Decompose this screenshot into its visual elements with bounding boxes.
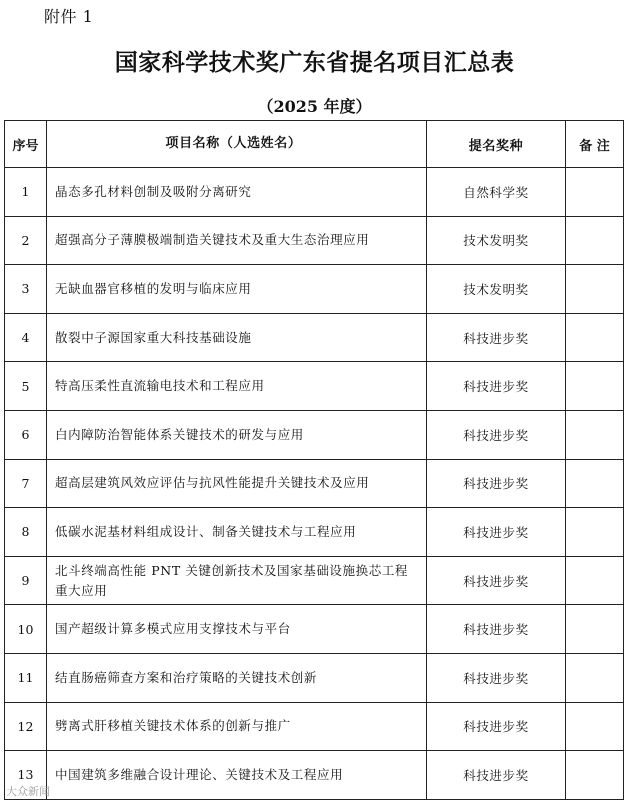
remarks-cell	[566, 265, 624, 314]
project-name: 国产超级计算多模式应用支撑技术与平台	[47, 605, 427, 654]
project-name: 晶态多孔材料创制及吸附分离研究	[47, 168, 427, 217]
table-row	[5, 508, 624, 557]
document-subtitle: （2025 年度）	[257, 97, 372, 116]
table-row	[5, 313, 624, 362]
award-type: 科技进步奖	[427, 653, 566, 702]
project-name: 劈离式肝移植关键技术体系的创新与推广	[47, 702, 427, 751]
remarks-cell	[566, 751, 624, 800]
project-name: 中国建筑多维融合设计理论、关键技术及工程应用	[47, 751, 427, 800]
row-number: 7	[5, 459, 47, 508]
remarks-cell	[566, 508, 624, 557]
column-header-award: 提名奖种	[427, 121, 566, 168]
table-row	[5, 265, 624, 314]
award-type: 科技进步奖	[427, 459, 566, 508]
project-name: 北斗终端高性能 PNT 关键创新技术及国家基础设施换芯工程重大应用	[47, 556, 427, 605]
table-row	[5, 751, 624, 800]
row-number: 4	[5, 313, 47, 362]
row-number: 1	[5, 168, 47, 217]
row-number: 9	[5, 556, 47, 605]
row-number: 13	[5, 751, 47, 800]
project-name: 低碳水泥基材料组成设计、制备关键技术与工程应用	[47, 508, 427, 557]
award-type: 科技进步奖	[427, 362, 566, 411]
row-number: 12	[5, 702, 47, 751]
row-number: 2	[5, 216, 47, 265]
table-row	[5, 216, 624, 265]
table-row	[5, 605, 624, 654]
remarks-cell	[566, 313, 624, 362]
project-name: 散裂中子源国家重大科技基础设施	[47, 313, 427, 362]
award-type: 科技进步奖	[427, 751, 566, 800]
project-name: 白内障防治智能体系关键技术的研发与应用	[47, 410, 427, 459]
table-row	[5, 459, 624, 508]
award-type: 技术发明奖	[427, 216, 566, 265]
table-row	[5, 168, 624, 217]
remarks-cell	[566, 556, 624, 605]
project-name: 超高层建筑风效应评估与抗风性能提升关键技术及应用	[47, 459, 427, 508]
column-header-note: 备 注	[566, 121, 624, 168]
project-name: 结直肠癌筛查方案和治疗策略的关键技术创新	[47, 653, 427, 702]
remarks-cell	[566, 702, 624, 751]
award-type: 自然科学奖	[427, 168, 566, 217]
watermark: 大众新闻	[6, 785, 50, 798]
table-header-row	[5, 121, 624, 168]
award-type: 科技进步奖	[427, 313, 566, 362]
row-number: 3	[5, 265, 47, 314]
row-number: 5	[5, 362, 47, 411]
project-name: 无缺血器官移植的发明与临床应用	[47, 265, 427, 314]
table-body	[5, 168, 624, 800]
row-number: 6	[5, 410, 47, 459]
project-name: 超强高分子薄膜极端制造关键技术及重大生态治理应用	[47, 216, 427, 265]
remarks-cell	[566, 653, 624, 702]
column-header-name: 项目名称（人选姓名）	[47, 121, 427, 168]
table-row	[5, 410, 624, 459]
document-title: 国家科学技术奖广东省提名项目汇总表	[114, 50, 515, 76]
table-row	[5, 653, 624, 702]
remarks-cell	[566, 216, 624, 265]
row-number: 10	[5, 605, 47, 654]
award-type: 技术发明奖	[427, 265, 566, 314]
project-name: 特高压柔性直流输电技术和工程应用	[47, 362, 427, 411]
row-number: 8	[5, 508, 47, 557]
table-row	[5, 702, 624, 751]
attachment-label: 附件 1	[44, 7, 94, 26]
remarks-cell	[566, 605, 624, 654]
award-type: 科技进步奖	[427, 605, 566, 654]
remarks-cell	[566, 168, 624, 217]
remarks-cell	[566, 410, 624, 459]
award-type: 科技进步奖	[427, 508, 566, 557]
table-row	[5, 556, 624, 605]
row-number: 11	[5, 653, 47, 702]
award-type: 科技进步奖	[427, 702, 566, 751]
column-header-no: 序号	[5, 121, 47, 168]
remarks-cell	[566, 459, 624, 508]
nomination-table	[4, 120, 624, 800]
award-type: 科技进步奖	[427, 556, 566, 605]
award-type: 科技进步奖	[427, 410, 566, 459]
table-row	[5, 362, 624, 411]
remarks-cell	[566, 362, 624, 411]
